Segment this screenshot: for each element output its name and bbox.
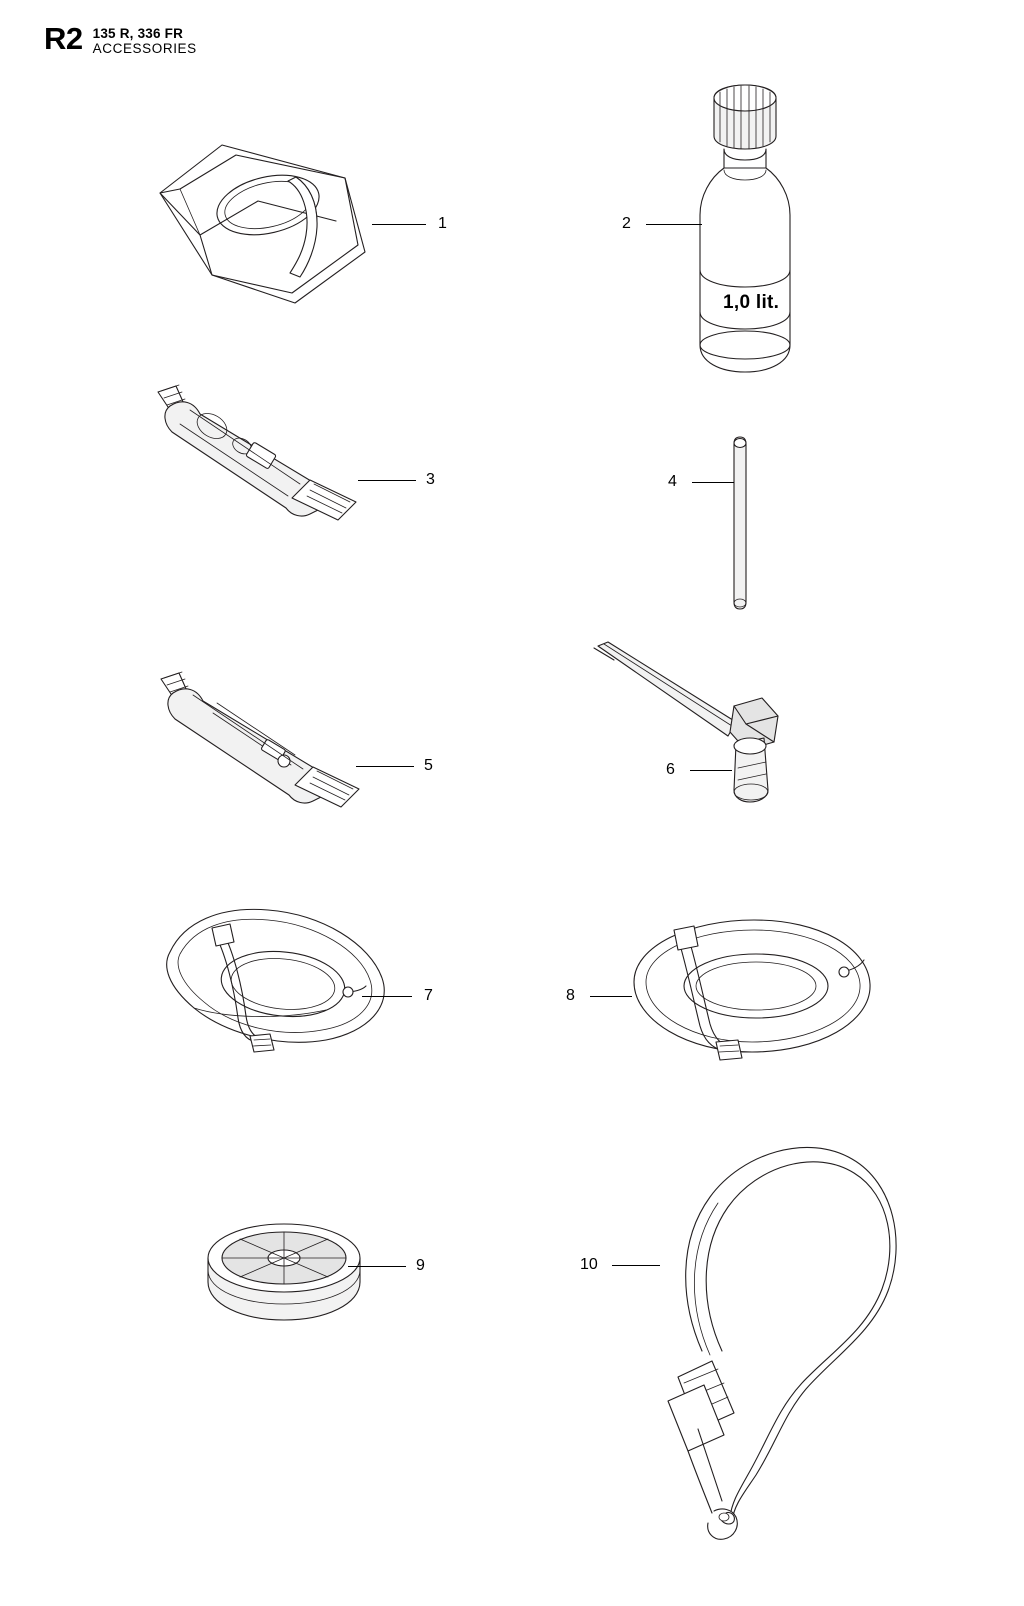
model-line: 135 R, 336 FR: [92, 26, 184, 41]
callout-1: 1: [438, 215, 447, 232]
callout-6: 6: [666, 761, 675, 778]
leader-line-4: [692, 482, 734, 483]
part-trimmer-spool: [200, 1220, 370, 1340]
callout-2: 2: [622, 215, 631, 232]
leader-line-2: [646, 224, 702, 225]
callout-3: 3: [426, 471, 435, 488]
callout-5: 5: [424, 757, 433, 774]
header-titles: [93, 22, 197, 57]
bottle-volume-label: 1,0 lit.: [723, 292, 780, 313]
page-header: [44, 22, 197, 57]
leader-line-1: [372, 224, 426, 225]
leader-line-9: [348, 1266, 406, 1267]
section-code: R2: [44, 21, 83, 56]
part-grease-tube-small: [155, 665, 380, 815]
part-shoulder-strap: [630, 1125, 920, 1545]
callout-9: 9: [416, 1257, 425, 1274]
leader-line-8: [590, 996, 632, 997]
callout-10: 10: [580, 1256, 598, 1273]
callout-4: 4: [668, 473, 677, 490]
part-harness-triangular: [150, 900, 410, 1075]
section-line: ACCESSORIES: [92, 41, 197, 56]
leader-line-3: [358, 480, 416, 481]
part-oil-bottle: [690, 80, 810, 390]
part-grease-pipe-rod: [728, 434, 758, 614]
leader-line-5: [356, 766, 414, 767]
leader-line-6: [690, 770, 732, 771]
callout-8: 8: [566, 987, 575, 1004]
part-spark-plug-wrench: [586, 640, 786, 815]
callout-7: 7: [424, 987, 433, 1004]
leader-line-10: [612, 1265, 660, 1266]
part-harness-pad: [140, 135, 390, 310]
part-grease-tube-large: [150, 380, 380, 530]
part-harness-oval: [620, 910, 890, 1085]
leader-line-7: [362, 996, 412, 997]
